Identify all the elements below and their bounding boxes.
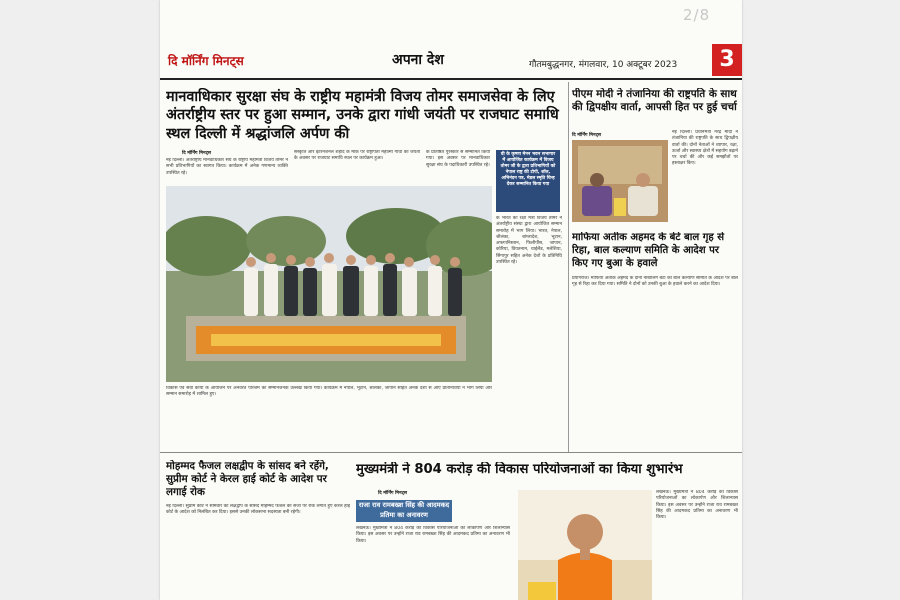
pm-body: नई दिल्ली। प्रधानमंत्री नरेंद्र मोदी ने तंजानिया की राष्ट्रपति के साथ द्विपक्षीय वार्ता की। दोनों नेताओं ने व्यापार, रक्षा, ऊर्जा और स्वास्थ्य क्षेत्रों में सहयोग बढ़ाने पर चर्चा की और कई समझौतों पर हस्ताक्षर किए। [672, 130, 738, 167]
cm-body-right: लखनऊ। मुख्यमंत्री ने 804 करोड़ की विकास परियोजनाओं का लोकार्पण और शिलान्यास किया। इस अवसर पर उन्होंने राजा राव रामबख्श सिंह की आदमकद प्रतिमा का अनावरण भी किया। [656, 490, 738, 521]
section-divider [160, 452, 742, 453]
lead-headline: मानवाधिकार सुरक्षा संघ के राष्ट्रीय महामंत्री विजय तोमर समाजसेवा के लिए अंतर्राष्ट्रीय स्तर पर हुआ सम्मान, उनके द्वारा गांधी जयंती पर राजघाट समाधि स्थल दिल्ली में श्रद्धांजलि अर्पण की [166, 89, 559, 142]
newspaper-logo: दि मॉर्निंग मिनट्स [168, 54, 244, 68]
cm-photo [518, 490, 652, 600]
column-divider [568, 82, 569, 452]
cm-banner: राजा राव रामबख्श सिंह की आदमकद प्रतिमा का अनावरण [356, 500, 452, 522]
masthead [160, 44, 742, 78]
ceremony-photo-illustration [166, 186, 492, 382]
lead-body-col2: संस्कृति और इंटरनेशनल शहीद के मौके पर राष्ट्रपिता महात्मा गांधी की जयंती के अवसर पर राजघाट समाधि स्थल पर कार्यक्रम हुआ। [294, 150, 420, 162]
mafia-headline: माफिया अतीक अहमद के बेटे बाल गृह से रिहा, बाल कल्याण समिति के आदेश पर किए गए बुआ के हवाले [572, 232, 725, 269]
masthead-divider [160, 78, 742, 80]
pm-headline: पीएम मोदी ने तंजानिया की राष्ट्रपति के साथ की द्विपक्षीय वार्ता, आपसी हित पर हुई चर्चा [572, 88, 737, 114]
pm-byline: दि मॉर्निंग मिनट्स [572, 133, 601, 138]
newspaper-page [160, 0, 742, 600]
lead-body-bottom: विकास एवं सेवा कार्यों के आयोजन पर अनवरत परिश्रम का सम्मानजनक उल्लेख किया गया। कार्यक्रम में नेपाल, भूटान, श्रीलंका, जापान सहित अनेक देशों से आए प्रतिनिधियों ने भाग लिया और सम्मान समारोह में शामिल हुए। [166, 386, 492, 398]
cm-headline: मुख्यमंत्री ने 804 करोड़ की विकास परियोजनाओं का किया शुभारंभ [356, 462, 683, 477]
cm-body: लखनऊ। मुख्यमंत्री ने 804 करोड़ की विकास परियोजनाओं का लोकार्पण और शिलान्यास किया। इस अवसर पर उन्होंने राजा राव रामबख्श सिंह की आदमकद प्रतिमा का अनावरण भी किया। [356, 526, 510, 544]
dateline: गौतमबुद्धनगर, मंगलवार, 10 अक्टूबर 2023 [529, 60, 678, 70]
lead-body-col3: के प्रतिष्ठित पुरस्कार से सम्मानित किया गया। इस अवसर पर मानवाधिकार सुरक्षा संघ के पदाधिकारी उपस्थित रहे। [426, 150, 490, 168]
lead-body-col1: नई दिल्ली। अंतर्राष्ट्रीय मानवाधिकार संघ के राष्ट्रीय महामंत्री विजय तोमर ने सभी प्रतिभागियों का स्वागत किया। कार्यक्रम में अनेक गणमान्य व्यक्ति उपस्थित रहे। [166, 158, 288, 176]
lead-pull-quote: वी के कृष्णा मेनन भवन सभागार में आयोजित कार्यक्रम में विजय तोमर जी के द्वारा प्रतिभागियों को नेपाल राष्ट्र की टोपी, शॉल, अभिनंदन पत्र, मेडल स्मृति चिन्ह देकर सम्मानित किया गया [496, 150, 560, 212]
pm-photo [572, 140, 668, 222]
page-number-badge: 3 [712, 44, 742, 76]
faizal-headline: मोहम्मद फैजल लक्षद्वीप के सांसद बने रहेंगे, सुप्रीम कोर्ट ने केरल हाई कोर्ट के आदेश पर लगाई रोक [166, 460, 329, 498]
page-counter: 2/8 [683, 6, 711, 24]
lead-byline: दि मॉर्निंग मिनट्स [182, 151, 211, 156]
section-title: अपना देश [392, 52, 444, 68]
chief-minister-photo [518, 490, 652, 600]
lead-body-right: के भारत को रक्षा मंत्री विजय तोमर ने अंतर्राष्ट्रीय संस्था द्वारा आयोजित सम्मान समारोह में भाग लिया। भारत, नेपाल, श्रीलंका, बांग्लादेश, भूटान, अफगानिस्तान, फिलीपींस, जापान, कोरिया, वियतनाम, थाईलैंड, मलेशिया, सिंगापुर सहित अनेक देशों के प्रतिनिधि उपस्थित रहे। [496, 216, 562, 266]
bilateral-meeting-photo [572, 140, 668, 222]
faizal-body: नई दिल्ली। सुप्रीम कोर्ट ने सोमवार को लक्षद्वीप के सांसद मोहम्मद फैजल की सजा पर रोक लगाते हुए केरल हाई कोर्ट के आदेश को निलंबित कर दिया। इससे उनकी लोकसभा सदस्यता बनी रहेगी। [166, 504, 350, 516]
cm-byline: दि मॉर्निंग मिनट्स [378, 491, 407, 496]
lead-photo [166, 186, 492, 382]
mafia-body: प्रयागराज। माफिया अतीक अहमद के दोनों नाबालिग बेटों को बाल कल्याण समिति के आदेश पर बाल गृह से रिहा कर दिया गया। समिति ने दोनों को उनकी बुआ के हवाले करने का आदेश दिया। [572, 276, 738, 288]
